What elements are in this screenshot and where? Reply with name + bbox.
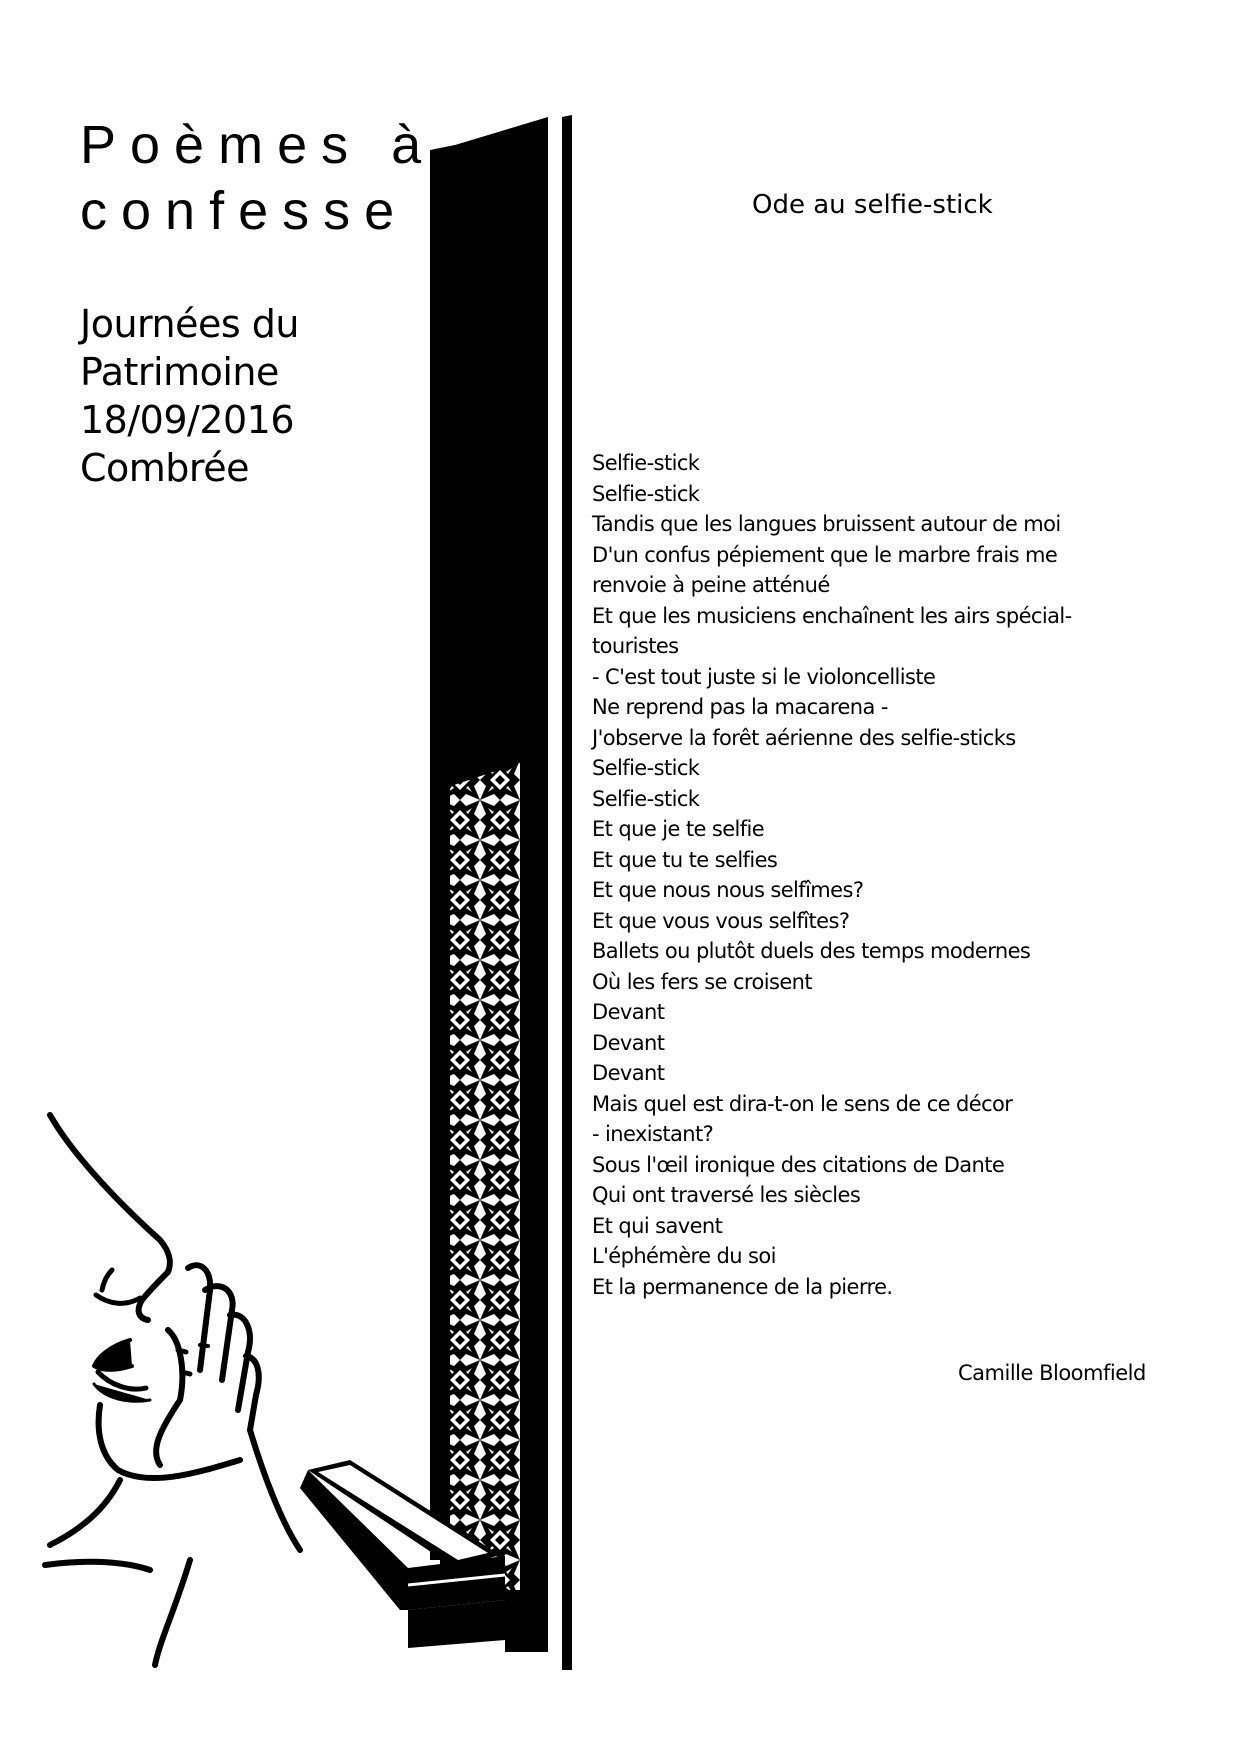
event-line: 18/09/2016	[80, 398, 295, 442]
face-hand-drawing	[45, 1115, 300, 1665]
poem-line: Mais quel est dira-t-on le sens de ce décor	[592, 1091, 1013, 1116]
poem-line: D'un confus pépiement que le marbre frais me	[592, 542, 1058, 567]
poem-line: - C'est tout juste si le violoncelliste	[592, 664, 936, 689]
event-line: Combrée	[80, 446, 249, 490]
poem-line: Et que les musiciens enchaînent les airs spécial-	[592, 603, 1072, 628]
poem-line: Tandis que les langues bruissent autour de moi	[592, 512, 1061, 536]
panel-base	[505, 1594, 548, 1652]
poem-line: touristes	[592, 634, 679, 658]
event-line: Patrimoine	[80, 350, 279, 394]
poem-line: Devant	[592, 1030, 665, 1055]
poem-body	[592, 448, 1092, 1302]
event-line: Journées du	[80, 302, 299, 346]
poem-line: Et la permanence de la pierre.	[592, 1274, 893, 1299]
poem-line: Selfie-stick	[592, 786, 700, 811]
poem-line: - inexistant?	[592, 1122, 714, 1146]
poem-line: Selfie-stick	[592, 481, 700, 506]
column-highlight	[552, 118, 560, 1670]
poem-title: Ode au selfie-stick	[752, 190, 993, 220]
poem-line: renvoie à peine atténué	[592, 573, 830, 597]
poem-line: Qui ont traversé les siècles	[592, 1183, 861, 1207]
panel-frame	[440, 786, 448, 1600]
poem-line: Ballets ou plutôt duels des temps modernes	[592, 939, 1031, 963]
poem-line: Et que tu te selfies	[592, 847, 778, 872]
poem-line: Sous l'œil ironique des citations de Dante	[592, 1152, 1005, 1177]
poem-line: Et qui savent	[592, 1213, 723, 1238]
poem-line: Et que vous vous selfîtes?	[592, 908, 850, 933]
poem-line: Et que nous nous selfîmes?	[592, 878, 864, 902]
column-drawing	[300, 115, 572, 1670]
poem-line: Et que je te selfie	[592, 817, 765, 841]
poem-line: Selfie-stick	[592, 756, 700, 780]
poem-line: J'observe la forêt aérienne des selfie-sticks	[592, 725, 1016, 750]
poem-line: Devant	[592, 1000, 665, 1024]
poem-line: Ne reprend pas la macarena -	[592, 695, 888, 719]
poem-line: L'éphémère du soi	[592, 1244, 776, 1268]
poem-line: Où les fers se croisent	[592, 969, 812, 994]
author-name: Camille Bloomfield	[958, 1361, 1146, 1385]
column-right-edge	[562, 115, 572, 1670]
event-info	[80, 300, 299, 492]
series-title: Poèmes à confesse	[80, 115, 436, 241]
lattice-panel	[448, 760, 522, 1592]
poem-line: Devant	[592, 1061, 665, 1085]
poem-line: Selfie-stick	[592, 451, 700, 475]
